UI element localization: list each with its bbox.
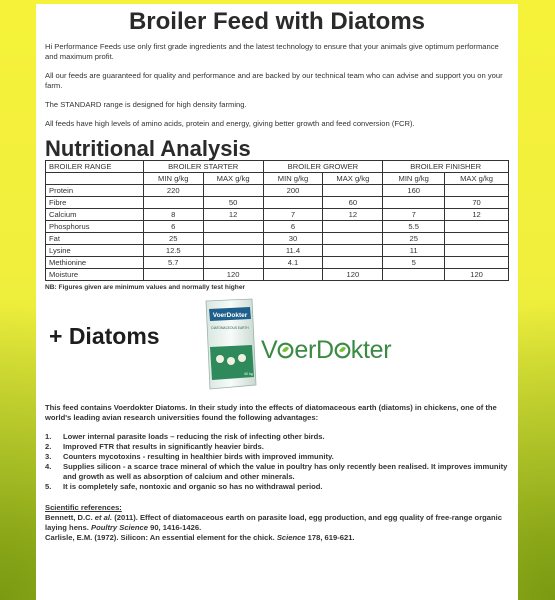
promo-section: [45, 291, 509, 401]
nutrient-value: [203, 185, 263, 197]
nutrient-value: 4.1: [263, 257, 323, 269]
nutrient-value: 120: [203, 269, 263, 281]
nutrient-value: 12: [203, 209, 263, 221]
group-header-starter: BROILER STARTER: [143, 161, 263, 173]
list-item: [45, 442, 509, 452]
nutrient-name: Calcium: [46, 209, 144, 221]
table-header-row: [46, 161, 509, 173]
list-item: [45, 452, 509, 462]
voerdokter-logo: [261, 336, 391, 365]
advantages-list: [45, 432, 509, 492]
group-header-grower: BROILER GROWER: [263, 161, 383, 173]
nutrient-value: 50: [203, 197, 263, 209]
nutrient-value: [263, 269, 323, 281]
min-header: MIN g/kg: [383, 173, 445, 185]
nutrient-value: [445, 257, 509, 269]
nutrient-name: Phosphorus: [46, 221, 144, 233]
max-header: MAX g/kg: [323, 173, 383, 185]
nutrient-value: 160: [383, 185, 445, 197]
list-item-text: Supplies silicon - a scarce trace mineral of which the value in poultry has only recently been realised. It improves immunity and growth as well as absorption of calcium and other minerals.: [63, 462, 508, 481]
table-row: [46, 233, 509, 245]
nutrient-value: 12: [445, 209, 509, 221]
analysis-heading: Nutritional Analysis: [45, 136, 251, 161]
intro-paragraph: All feeds have high levels of amino acids, protein and energy, giving better growth and feed conversion (FCR).: [45, 119, 415, 128]
table-row: [46, 269, 509, 281]
document-panel: [36, 4, 518, 600]
empty-cell: [46, 173, 144, 185]
list-item: [45, 482, 509, 492]
nutrient-value: 25: [383, 233, 445, 245]
page-title: Broiler Feed with Diatoms: [128, 8, 426, 35]
bag-brand-text: VoerDokter: [212, 312, 248, 319]
ref-text: 178, 619-621.: [305, 533, 355, 542]
nutrient-value: 25: [143, 233, 203, 245]
reference-item: [45, 513, 509, 533]
ref-text: (2011). Effect of diatomaceous earth on parasite load, egg production, and egg quality of free-range organic laying hens.: [45, 513, 502, 532]
nutrient-value: 5.7: [143, 257, 203, 269]
table-row: [46, 245, 509, 257]
nutrient-value: 5.5: [383, 221, 445, 233]
nutrient-value: [323, 185, 383, 197]
lead-paragraph: This feed contains Voerdokter Diatoms. In their study into the effects of diatomaceous earth (diatoms) in chickens, one of the world's leading avian research universities found the following advantages:: [45, 403, 497, 422]
product-bag-image: [200, 297, 260, 391]
nutrient-name: Methionine: [46, 257, 144, 269]
list-item-text: It is completely safe, nontoxic and organic so has no withdrawal period.: [63, 482, 323, 491]
details-section: [45, 403, 509, 543]
list-item-text: Improved FTR that results in significantly heavier birds.: [63, 442, 264, 451]
list-item-text: Counters mycotoxins - resulting in healthier birds with improved immunity.: [63, 452, 334, 461]
table-row: [46, 185, 509, 197]
nutrient-value: [323, 245, 383, 257]
nutrient-value: [383, 197, 445, 209]
min-header: MIN g/kg: [263, 173, 323, 185]
nutrient-value: 60: [323, 197, 383, 209]
logo-text: erD: [294, 336, 334, 364]
nutrient-value: [445, 233, 509, 245]
nutrient-value: [383, 269, 445, 281]
list-item: [45, 432, 509, 442]
ref-text-italic: Poultry Science: [91, 523, 148, 532]
nutrient-name: Protein: [46, 185, 144, 197]
logo-leaf-icon: [277, 342, 294, 359]
nutrient-value: [323, 257, 383, 269]
max-header: MAX g/kg: [445, 173, 509, 185]
table-row: [46, 257, 509, 269]
nutrient-value: [263, 197, 323, 209]
nutrient-value: [203, 233, 263, 245]
table-body: [46, 185, 509, 281]
ref-text-italic: Science: [276, 533, 306, 542]
nutrient-value: 11: [383, 245, 445, 257]
ref-text: Carlisle, E.M. (1972). Silicon: An essential element for the chick.: [45, 533, 277, 542]
list-item-number: 2.: [45, 442, 52, 451]
table-subheader-row: [46, 173, 509, 185]
nutrient-value: [203, 245, 263, 257]
plus-diatoms-label: + Diatoms: [49, 323, 160, 349]
nutrient-value: 7: [263, 209, 323, 221]
nutrient-value: 120: [445, 269, 509, 281]
nutrient-name: Fat: [46, 233, 144, 245]
nutrient-value: 11.4: [263, 245, 323, 257]
nutrient-value: 8: [143, 209, 203, 221]
nutrient-name: Moisture: [46, 269, 144, 281]
nutrient-name: Lysine: [46, 245, 144, 257]
nutrient-value: [323, 221, 383, 233]
intro-paragraph: All our feeds are guaranteed for quality and performance and are backed by our technical team who can advise and support you on your farm.: [45, 71, 503, 90]
list-item-number: 5.: [45, 482, 52, 491]
nutrient-value: [323, 233, 383, 245]
max-header: MAX g/kg: [203, 173, 263, 185]
list-item-number: 3.: [45, 452, 52, 461]
list-item-text: Lower internal parasite loads – reducing the risk of infecting other birds.: [63, 432, 325, 441]
bag-weight-text: 40 kg: [244, 372, 253, 376]
table-row: [46, 221, 509, 233]
ref-text-italic: et al.: [94, 513, 113, 522]
nutrient-value: 70: [445, 197, 509, 209]
nutrient-value: 30: [263, 233, 323, 245]
logo-text: V: [261, 336, 278, 364]
nutrient-value: [203, 221, 263, 233]
table-row: [46, 197, 509, 209]
intro-paragraph: The STANDARD range is designed for high density farming.: [45, 100, 247, 109]
nutrient-name: Fibre: [46, 197, 144, 209]
nutrient-value: 12: [323, 209, 383, 221]
nutrient-value: 6: [263, 221, 323, 233]
ref-text: Bennett, D.C.: [45, 513, 95, 522]
table-row: [46, 209, 509, 221]
nutrient-value: 200: [263, 185, 323, 197]
list-item-number: 4.: [45, 462, 52, 471]
range-label: BROILER RANGE: [46, 161, 144, 173]
group-header-finisher: BROILER FINISHER: [383, 161, 509, 173]
nutrient-value: [203, 257, 263, 269]
list-item-number: 1.: [45, 432, 52, 441]
nutrient-value: 12.5: [143, 245, 203, 257]
nutrient-value: 5: [383, 257, 445, 269]
intro-section: [45, 42, 509, 129]
logo-text: kter: [350, 336, 392, 364]
nutrient-value: 120: [323, 269, 383, 281]
nutrient-value: [445, 185, 509, 197]
nutrient-value: 7: [383, 209, 445, 221]
list-item: [45, 462, 509, 482]
reference-item: [45, 533, 509, 543]
references-heading: Scientific references:: [45, 503, 122, 512]
bag-caption-text: DIATOMACEOUS EARTH: [211, 326, 249, 330]
nutrient-value: [445, 221, 509, 233]
nutrient-value: 220: [143, 185, 203, 197]
min-header: MIN g/kg: [143, 173, 203, 185]
ref-text: 90, 1416-1426.: [147, 523, 202, 532]
table-note: NB: Figures given are minimum values and normally test higher: [45, 284, 246, 291]
nutrient-value: [445, 245, 509, 257]
nutrient-value: [143, 197, 203, 209]
intro-paragraph: Hi Performance Feeds use only first grade ingredients and the latest technology to ensure that your animals give optimum performance and maximum profit.: [45, 42, 499, 61]
nutrient-value: [143, 269, 203, 281]
logo-leaf-icon: [334, 342, 351, 359]
nutrition-table: [45, 160, 509, 281]
nutrient-value: 6: [143, 221, 203, 233]
